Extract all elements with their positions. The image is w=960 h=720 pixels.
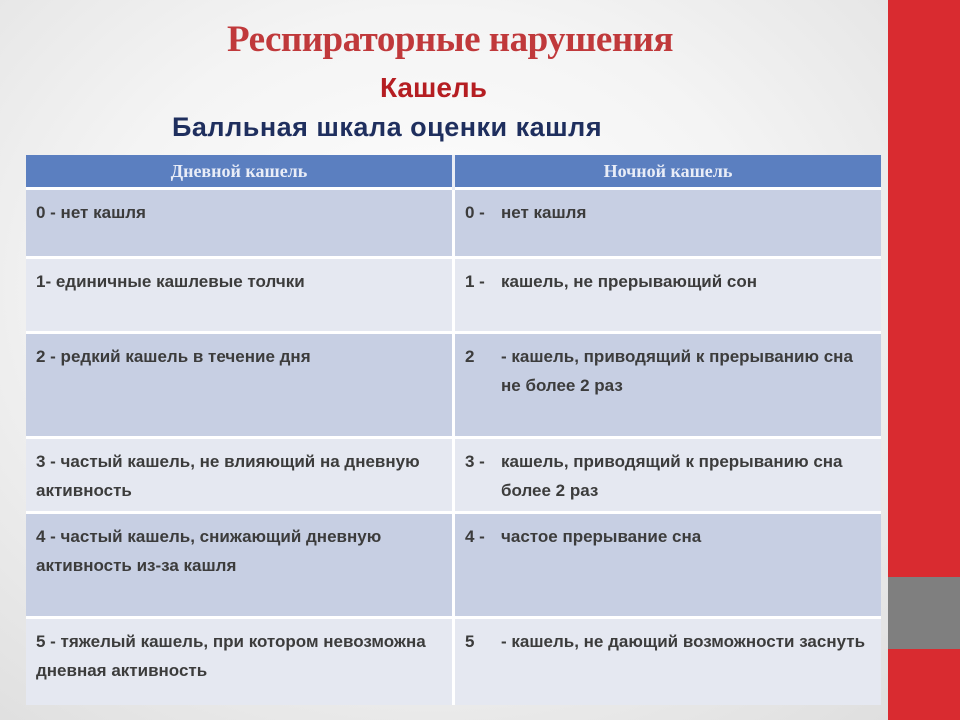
day-cell: 5 - тяжелый кашель, при котором невозможна дневная активность xyxy=(26,618,454,706)
slide-title: Респираторные нарушения xyxy=(226,19,674,60)
night-cell xyxy=(454,438,882,513)
table-row xyxy=(26,333,881,438)
table-row xyxy=(26,189,881,258)
side-accent-bar xyxy=(888,0,960,720)
night-cell xyxy=(454,258,882,333)
night-score: 2 xyxy=(465,347,475,366)
side-accent-gray-block xyxy=(888,577,960,649)
night-text: кашель, не прерывающий сон xyxy=(501,272,758,291)
day-cell: 3 - частый кашель, не влияющий на дневную активность xyxy=(26,438,454,513)
night-score: 5 xyxy=(465,632,475,651)
day-cell: 2 - редкий кашель в течение дня xyxy=(26,333,454,438)
table-row xyxy=(26,438,881,513)
night-score: 1 - xyxy=(465,272,485,291)
table-row xyxy=(26,513,881,618)
night-score: 4 - xyxy=(465,527,485,546)
cough-score-table xyxy=(26,155,881,690)
day-cell: 4 - частый кашель, снижающий дневную активность из-за кашля xyxy=(26,513,454,618)
table-row xyxy=(26,618,881,706)
night-text: - кашель, приводящий к прерыванию сна не более 2 раз xyxy=(501,347,853,395)
table-heading: Балльная шкала оценки кашля xyxy=(172,112,603,142)
night-cell xyxy=(454,513,882,618)
night-score: 0 - xyxy=(465,203,485,222)
night-text: частое прерывание сна xyxy=(501,527,702,546)
column-header-day: Дневной кашель xyxy=(26,155,454,189)
night-text: кашель, приводящий к прерыванию сна более 2 раз xyxy=(501,452,843,500)
day-cell: 1- единичные кашлевые толчки xyxy=(26,258,454,333)
night-cell xyxy=(454,189,882,258)
night-cell xyxy=(454,333,882,438)
column-header-night: Ночной кашель xyxy=(454,155,882,189)
table-row xyxy=(26,258,881,333)
night-text: - кашель, не дающий возможности заснуть xyxy=(501,632,866,651)
day-cell: 0 - нет кашля xyxy=(26,189,454,258)
slide-subtitle: Кашель xyxy=(380,72,487,103)
night-score: 3 - xyxy=(465,452,485,471)
night-cell xyxy=(454,618,882,706)
night-text: нет кашля xyxy=(501,203,587,222)
